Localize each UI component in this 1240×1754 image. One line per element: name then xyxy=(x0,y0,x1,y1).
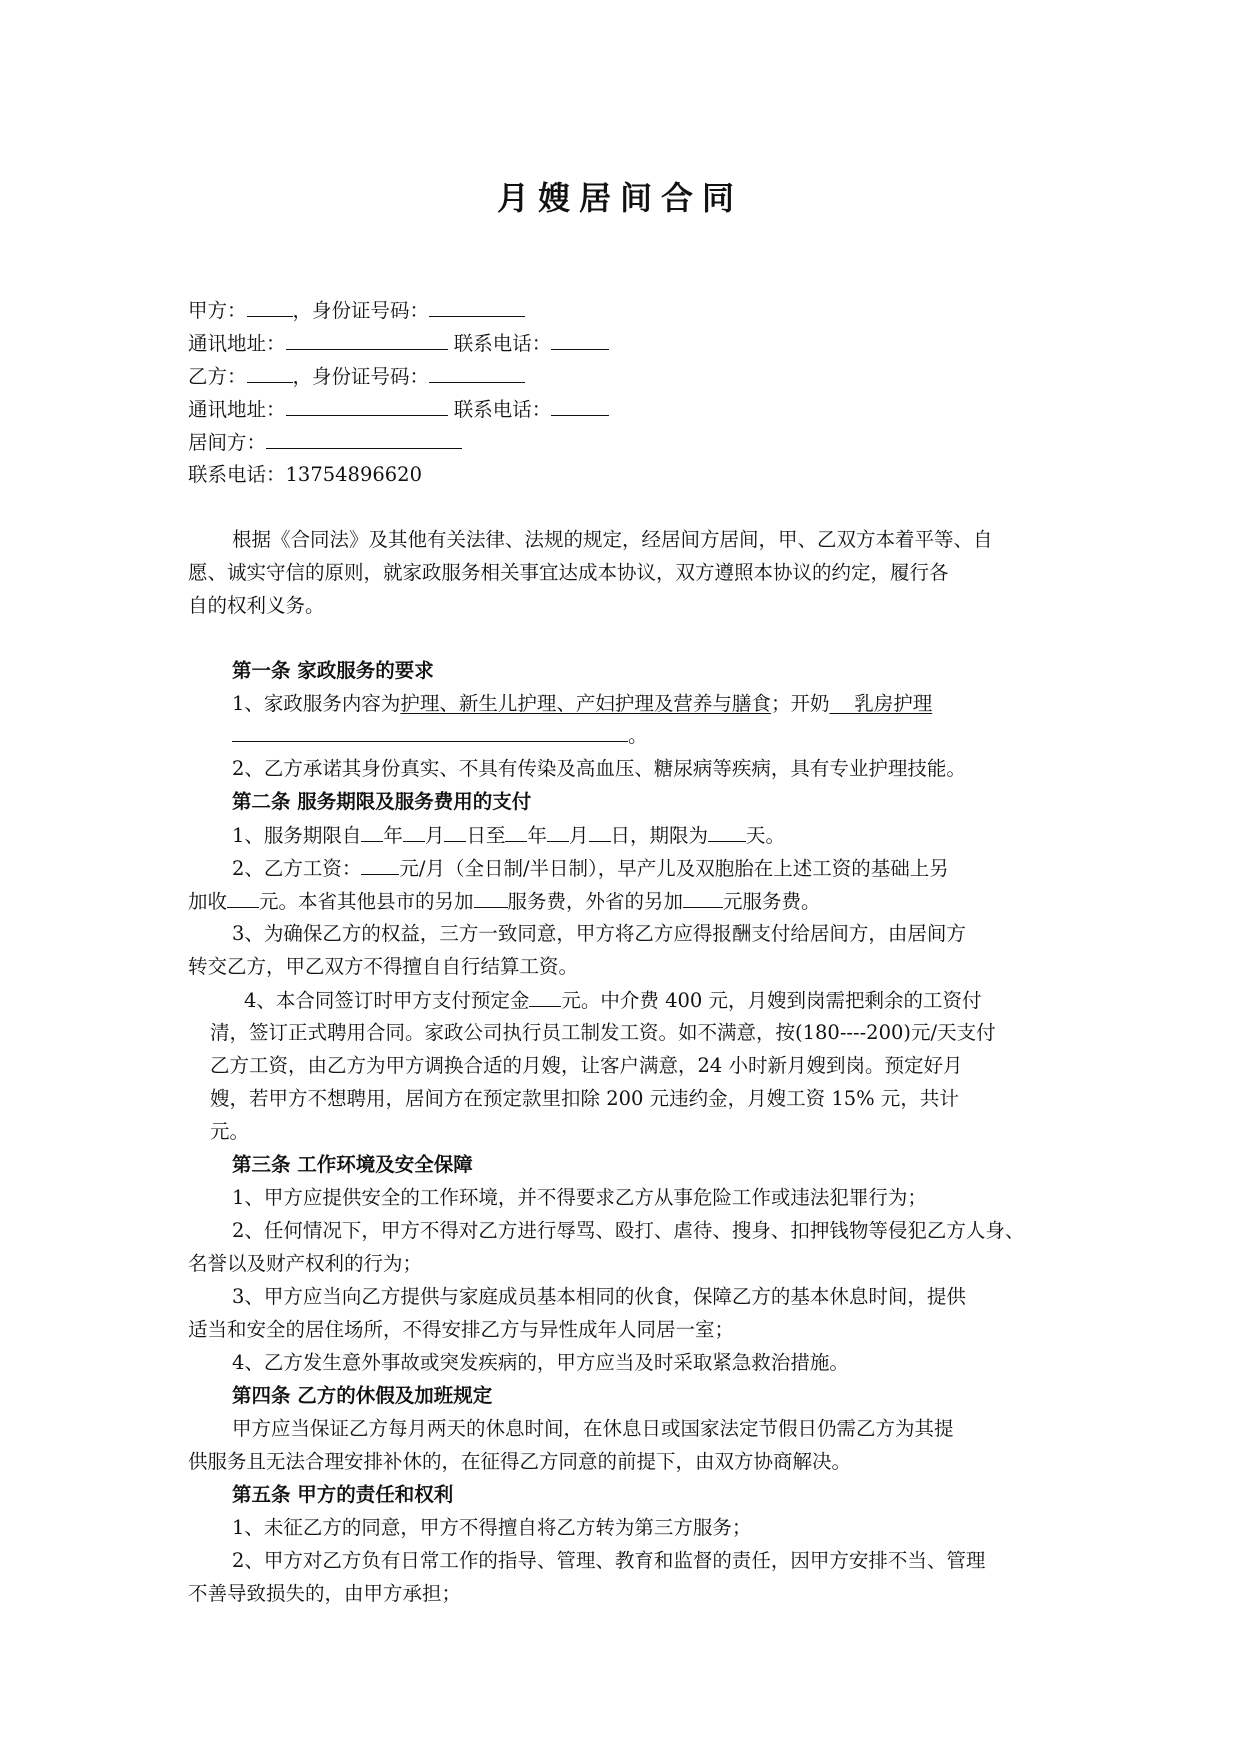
article-2-item-4: 4、本合同签订时甲方支付预定金 元。中介费 400 元，月嫂到岗需把剩余的工资付 xyxy=(244,989,982,1012)
blank-deposit xyxy=(529,988,561,1007)
blank-party-a-name xyxy=(247,298,293,317)
page-title: 月嫂居间合同 xyxy=(496,179,743,217)
article-3-heading: 第三条 工作环境及安全保障 xyxy=(232,1153,473,1176)
article-3-item-4: 4、乙方发生意外事故或突发疾病的，甲方应当及时采取紧急救治措施。 xyxy=(232,1351,849,1374)
article-1-item-1-cont: 。 xyxy=(232,723,648,748)
intro-line-3: 自的权利义务。 xyxy=(188,594,325,617)
article-2-item-3: 3、为确保乙方的权益，三方一致同意，甲方将乙方应得报酬支付给居间方，由居间方 xyxy=(232,922,966,945)
blank-party-a-address xyxy=(286,331,448,350)
broker-line: 居间方： xyxy=(188,430,462,455)
intro-line-1: 根据《合同法》及其他有关法律、法规的规定，经居间方居间，甲、乙双方本着平等、自 xyxy=(232,528,993,551)
article-1-item-2: 2、乙方承诺其身份真实、不具有传染及高血压、糖尿病等疾病，具有专业护理技能。 xyxy=(232,757,966,780)
blank-party-a-phone xyxy=(551,331,609,350)
article-4-heading: 第四条 乙方的休假及加班规定 xyxy=(232,1384,493,1407)
blank-salary xyxy=(361,856,399,875)
article-3-item-2-cont: 名誉以及财产权利的行为； xyxy=(188,1252,423,1275)
article-4-para-line-2: 供服务且无法合理安排补休的，在征得乙方同意的前提下，由双方协商解决。 xyxy=(188,1450,852,1473)
blank-broker-name xyxy=(266,430,462,449)
article-2-item-3-cont: 转交乙方，甲乙双方不得擅自自行结算工资。 xyxy=(188,955,579,978)
blank-service-extra xyxy=(232,723,628,742)
article-2-heading: 第二条 服务期限及服务费用的支付 xyxy=(232,790,532,813)
article-3-item-1: 1、甲方应提供安全的工作环境，并不得要求乙方从事危险工作或违法犯罪行为； xyxy=(232,1186,927,1209)
article-3-item-3: 3、甲方应当向乙方提供与家庭成员基本相同的伙食，保障乙方的基本休息时间，提供 xyxy=(232,1285,966,1308)
article-5-heading: 第五条 甲方的责任和权利 xyxy=(232,1483,454,1506)
article-1-item-1: 1、家政服务内容为护理、新生儿护理、产妇护理及营养与膳食；开奶 乳房护理 xyxy=(232,692,933,715)
blank-party-b-name xyxy=(247,364,293,383)
party-a-address-line: 通讯地址： 联系电话： xyxy=(188,331,609,356)
article-5-item-2-cont: 不善导致损失的，由甲方承担； xyxy=(188,1582,462,1605)
article-2-item-1: 1、服务期限自 年 月 日至 年 月 日，期限为 天。 xyxy=(232,824,786,847)
article-5-item-2: 2、甲方对乙方负有日常工作的指导、管理、教育和监督的责任，因甲方安排不当、管理 xyxy=(232,1549,986,1572)
blank-party-b-address xyxy=(286,397,448,416)
broker-phone: 联系电话：13754896620 xyxy=(188,463,422,486)
intro-line-2: 愿、诚实守信的原则，就家政服务相关事宜达成本协议，双方遵照本协议的约定，履行各 xyxy=(188,561,949,584)
article-2-item-4-line-2: 清，签订正式聘用合同。家政公司执行员工制发工资。如不满意，按(180----200)元/天支付 xyxy=(210,1021,996,1044)
blank-party-a-id xyxy=(429,298,525,317)
article-2-item-4-line-4: 嫂，若甲方不想聘用，居间方在预定款里扣除 200 元违约金，月嫂工资 15% 元，共计 xyxy=(210,1087,959,1110)
article-3-item-2: 2、任何情况下，甲方不得对乙方进行辱骂、殴打、虐待、搜身、扣押钱物等侵犯乙方人身、 xyxy=(232,1219,1025,1242)
blank-party-b-id xyxy=(429,364,525,383)
party-a-line: 甲方： ，身份证号码： xyxy=(188,298,525,323)
article-4-para-line-1: 甲方应当保证乙方每月两天的休息时间，在休息日或国家法定节假日仍需乙方为其提 xyxy=(232,1417,954,1440)
party-b-line: 乙方： ，身份证号码： xyxy=(188,364,525,389)
article-2-item-4-line-5: 元。 xyxy=(210,1120,250,1143)
article-2-item-2-cont: 加收 元。本省其他县市的另加 服务费，外省的另加 元服务费。 xyxy=(188,890,821,913)
party-b-address-line: 通讯地址： 联系电话： xyxy=(188,397,609,422)
article-1-heading: 第一条 家政服务的要求 xyxy=(232,659,434,682)
blank-party-b-phone xyxy=(551,397,609,416)
article-3-item-3-cont: 适当和安全的居住场所，不得安排乙方与异性成年人同居一室； xyxy=(188,1318,735,1341)
article-5-item-1: 1、未征乙方的同意，甲方不得擅自将乙方转为第三方服务； xyxy=(232,1516,752,1539)
article-2-item-2: 2、乙方工资： 元/月（全日制/半日制），早产儿及双胞胎在上述工资的基础上另 xyxy=(232,857,949,880)
article-2-item-4-line-3: 乙方工资，由乙方为甲方调换合适的月嫂，让客户满意，24 小时新月嫂到岗。预定好月 xyxy=(210,1054,963,1077)
